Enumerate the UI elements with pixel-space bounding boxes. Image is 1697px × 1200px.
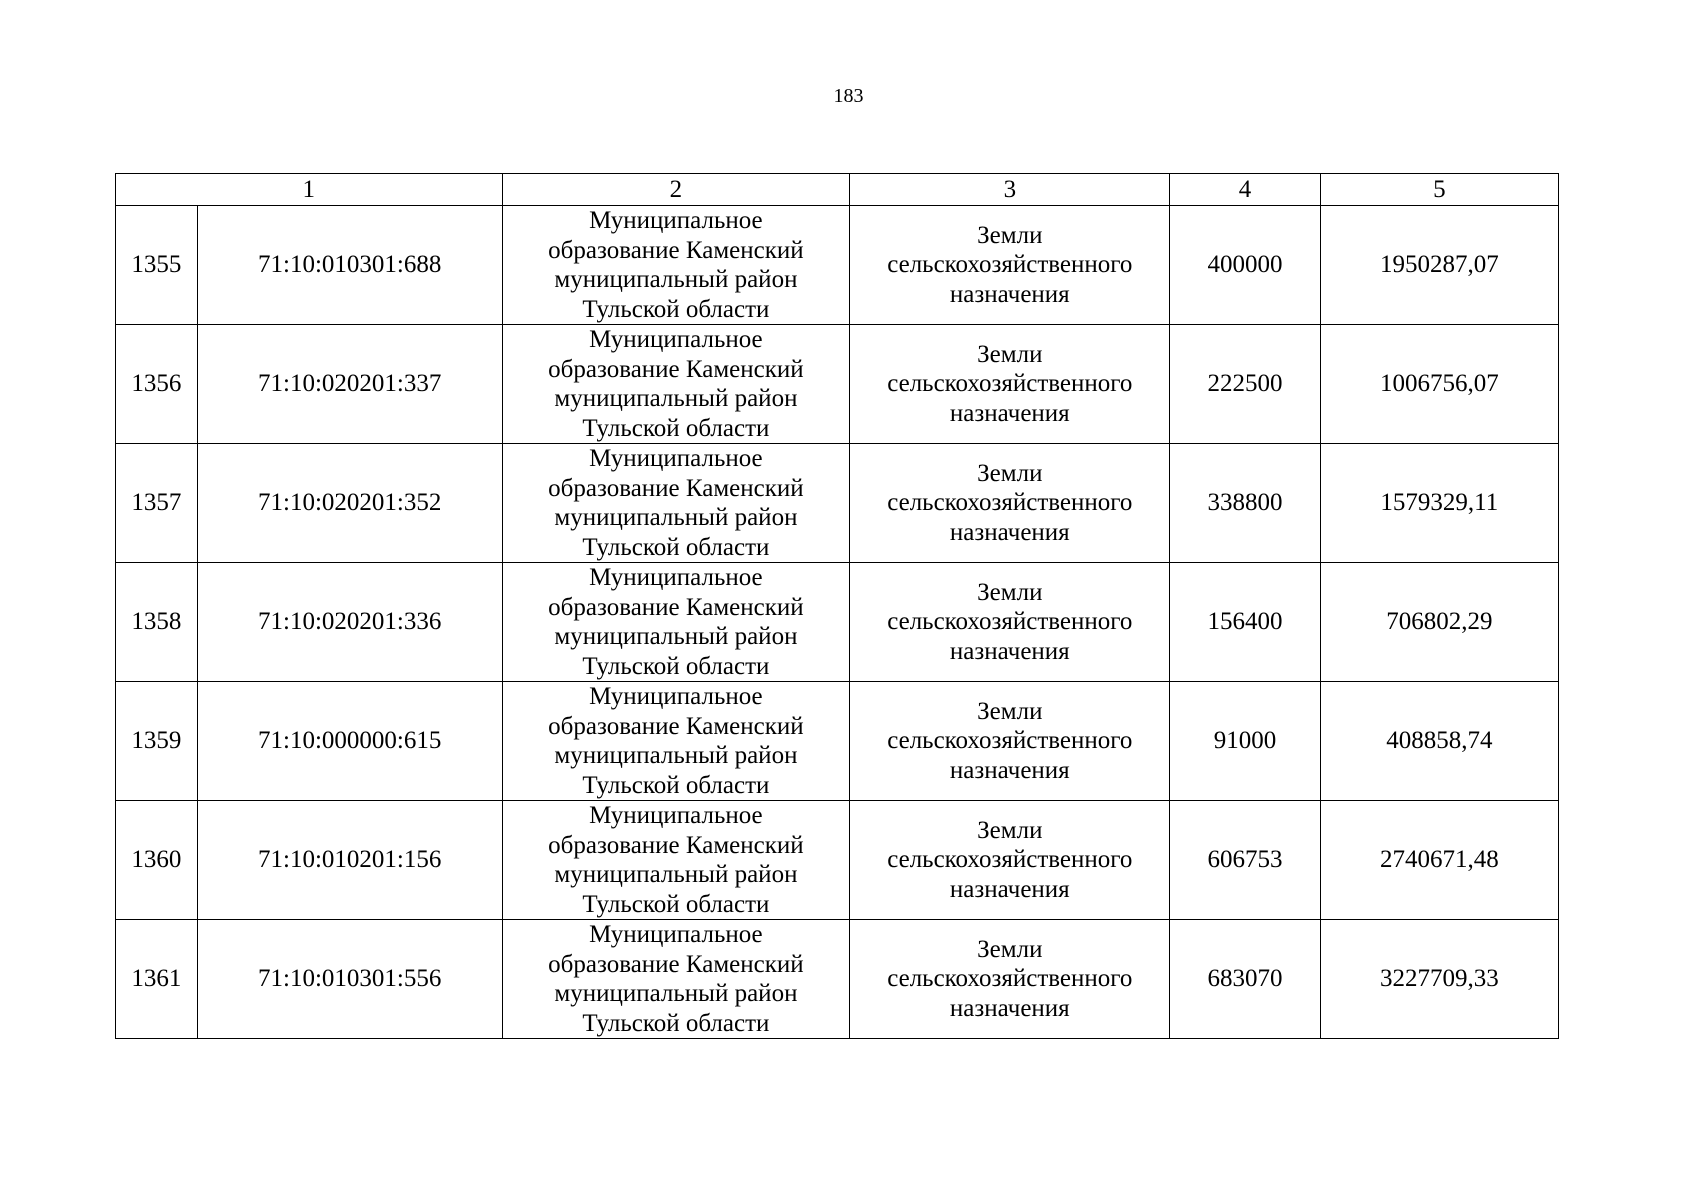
header-row bbox=[116, 174, 1559, 206]
owner-line: Тульской области bbox=[582, 771, 770, 799]
header-col-2: 2 bbox=[502, 174, 850, 206]
cadastral-value: 706802,29 bbox=[1320, 563, 1558, 682]
owner-line: образование Каменский bbox=[548, 236, 804, 264]
category-line: назначения bbox=[949, 875, 1070, 903]
row-number: 1356 bbox=[116, 325, 198, 444]
cadastral-value: 2740671,48 bbox=[1320, 801, 1558, 920]
category-line: Земли bbox=[977, 221, 1043, 249]
category-cell bbox=[850, 444, 1170, 563]
header-col-5: 5 bbox=[1320, 174, 1558, 206]
owner-line: Муниципальное bbox=[589, 564, 763, 591]
category-line: назначения bbox=[949, 756, 1070, 784]
row-number: 1355 bbox=[116, 206, 198, 325]
area-value: 606753 bbox=[1170, 801, 1320, 920]
owner-line: Муниципальное bbox=[589, 445, 763, 472]
land-plots-table bbox=[115, 173, 1559, 1039]
cadastral-number: 71:10:010301:556 bbox=[197, 920, 502, 1039]
owner-line: муниципальный район bbox=[554, 385, 798, 412]
header-col-1: 1 bbox=[116, 174, 503, 206]
owner-cell bbox=[502, 563, 850, 682]
owner-line: муниципальный район bbox=[554, 742, 798, 769]
owner-line: образование Каменский bbox=[548, 355, 804, 383]
category-line: назначения bbox=[949, 280, 1070, 308]
category-line: Земли bbox=[977, 816, 1043, 844]
cadastral-value: 408858,74 bbox=[1320, 682, 1558, 801]
row-number: 1361 bbox=[116, 920, 198, 1039]
owner-line: образование Каменский bbox=[548, 831, 804, 859]
owner-line: Муниципальное bbox=[589, 207, 763, 234]
owner-line: Тульской области bbox=[582, 652, 770, 680]
owner-line: Муниципальное bbox=[589, 683, 763, 710]
owner-line: Тульской области bbox=[582, 533, 770, 561]
row-number: 1360 bbox=[116, 801, 198, 920]
cadastral-number: 71:10:020201:337 bbox=[197, 325, 502, 444]
area-value: 338800 bbox=[1170, 444, 1320, 563]
category-line: назначения bbox=[949, 399, 1070, 427]
category-line: сельскохозяйственного bbox=[887, 965, 1133, 993]
category-line: назначения bbox=[949, 518, 1070, 546]
cadastral-value: 3227709,33 bbox=[1320, 920, 1558, 1039]
cadastral-number: 71:10:010301:688 bbox=[197, 206, 502, 325]
table-row bbox=[116, 801, 1559, 920]
table-row bbox=[116, 920, 1559, 1039]
table-row bbox=[116, 206, 1559, 325]
owner-line: Муниципальное bbox=[589, 326, 763, 353]
owner-line: образование Каменский bbox=[548, 712, 804, 740]
category-line: сельскохозяйственного bbox=[887, 727, 1133, 755]
owner-line: муниципальный район bbox=[554, 504, 798, 531]
owner-cell bbox=[502, 444, 850, 563]
cadastral-number: 71:10:000000:615 bbox=[197, 682, 502, 801]
table-body bbox=[116, 206, 1559, 1039]
cadastral-number: 71:10:010201:156 bbox=[197, 801, 502, 920]
table-row bbox=[116, 563, 1559, 682]
category-line: Земли bbox=[977, 578, 1043, 606]
table-row bbox=[116, 444, 1559, 563]
category-line: назначения bbox=[949, 994, 1070, 1022]
table-row bbox=[116, 325, 1559, 444]
owner-line: Тульской области bbox=[582, 1009, 770, 1037]
owner-line: Тульской области bbox=[582, 890, 770, 918]
owner-line: образование Каменский bbox=[548, 950, 804, 978]
table-header bbox=[116, 174, 1559, 206]
cadastral-value: 1006756,07 bbox=[1320, 325, 1558, 444]
owner-cell bbox=[502, 206, 850, 325]
owner-line: муниципальный район bbox=[554, 980, 798, 1007]
category-line: назначения bbox=[949, 637, 1070, 665]
area-value: 91000 bbox=[1170, 682, 1320, 801]
owner-cell bbox=[502, 325, 850, 444]
page-number: 183 bbox=[833, 85, 864, 107]
owner-line: Муниципальное bbox=[589, 802, 763, 829]
cadastral-value: 1950287,07 bbox=[1320, 206, 1558, 325]
owner-line: муниципальный район bbox=[554, 861, 798, 888]
area-value: 400000 bbox=[1170, 206, 1320, 325]
row-number: 1359 bbox=[116, 682, 198, 801]
category-cell bbox=[850, 682, 1170, 801]
row-number: 1357 bbox=[116, 444, 198, 563]
category-cell bbox=[850, 563, 1170, 682]
owner-line: Тульской области bbox=[582, 414, 770, 442]
owner-line: Муниципальное bbox=[589, 921, 763, 948]
owner-line: Тульской области bbox=[582, 295, 770, 323]
header-col-3: 3 bbox=[850, 174, 1170, 206]
category-cell bbox=[850, 920, 1170, 1039]
table-row bbox=[116, 682, 1559, 801]
owner-cell bbox=[502, 920, 850, 1039]
cadastral-value: 1579329,11 bbox=[1320, 444, 1558, 563]
category-cell bbox=[850, 801, 1170, 920]
area-value: 156400 bbox=[1170, 563, 1320, 682]
category-cell bbox=[850, 325, 1170, 444]
owner-cell bbox=[502, 682, 850, 801]
cadastral-number: 71:10:020201:352 bbox=[197, 444, 502, 563]
owner-cell bbox=[502, 801, 850, 920]
area-value: 683070 bbox=[1170, 920, 1320, 1039]
owner-line: муниципальный район bbox=[554, 266, 798, 293]
header-col-4: 4 bbox=[1170, 174, 1320, 206]
owner-line: образование Каменский bbox=[548, 474, 804, 502]
category-line: сельскохозяйственного bbox=[887, 489, 1133, 517]
category-line: сельскохозяйственного bbox=[887, 251, 1133, 279]
category-line: сельскохозяйственного bbox=[887, 370, 1133, 398]
category-cell bbox=[850, 206, 1170, 325]
category-line: Земли bbox=[977, 697, 1043, 725]
category-line: Земли bbox=[977, 340, 1043, 368]
category-line: сельскохозяйственного bbox=[887, 608, 1133, 636]
area-value: 222500 bbox=[1170, 325, 1320, 444]
category-line: сельскохозяйственного bbox=[887, 846, 1133, 874]
row-number: 1358 bbox=[116, 563, 198, 682]
owner-line: муниципальный район bbox=[554, 623, 798, 650]
cadastral-number: 71:10:020201:336 bbox=[197, 563, 502, 682]
category-line: Земли bbox=[977, 459, 1043, 487]
category-line: Земли bbox=[977, 935, 1043, 963]
owner-line: образование Каменский bbox=[548, 593, 804, 621]
